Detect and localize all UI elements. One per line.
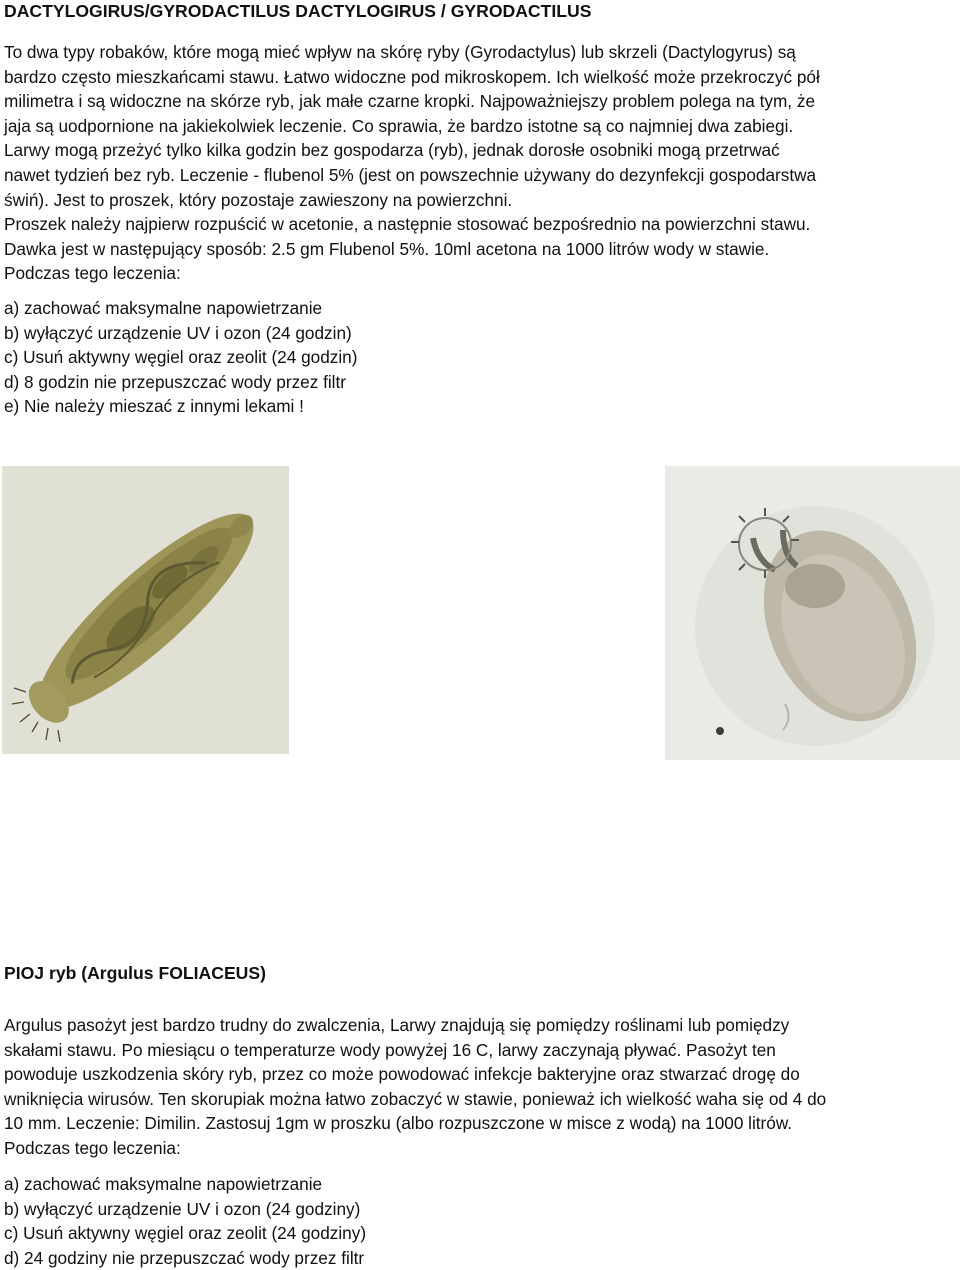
gyrodactylus-image [665,466,960,760]
paragraph-line: nawet tydzień bez ryb. Leczenie - flubenol 5% (jest on powszechnie używany do dezynfekcji gospodarstwa [4,163,958,188]
section1-title: DACTYLOGIRUS/GYRODACTILUS DACTYLOGIRUS / GYRODACTILUS [4,0,591,22]
section2-paragraph [4,1013,958,1161]
paragraph-line: wniknięcia wirusów. Ten skorupiak można łatwo zobaczyć w stawie, ponieważ ich wielkość waha się od 4 do [4,1087,958,1112]
worm-illustration [2,466,289,754]
section2-treatment-list [4,1172,958,1270]
paragraph-line: Podczas tego leczenia: [4,1136,958,1161]
paragraph-line: 10 mm. Leczenie: Dimilin. Zastosuj 1gm w proszku (albo rozpuszczone w misce z wodą) na 1000 litrów. [4,1111,958,1136]
paragraph-line: skałami stawu. Po miesiącu o temperaturze wody powyżej 16 C, larwy zaczynają pływać. Pasożyt ten [4,1038,958,1063]
gyrodactylus-illustration [665,466,960,760]
paragraph-line: bardzo często mieszkańcami stawu. Łatwo widoczne pod mikroskopem. Ich wielkość może przekroczyć pół [4,65,958,90]
paragraph-line: świń). Jest to proszek, który pozostaje zawieszony na powierzchni. [4,188,958,213]
section1-paragraph [4,40,958,286]
paragraph-line: powoduje uszkodzenia skóry ryb, przez co może powodować infekcje bakteryjne oraz stwarzać drogę do [4,1062,958,1087]
list-item: c) Usuń aktywny węgiel oraz zeolit (24 godzin) [4,345,958,370]
paragraph-line: Larwy mogą przeżyć tylko kilka godzin bez gospodarza (ryb), jednak dorosłe osobniki mogą przetrwać [4,138,958,163]
paragraph-line: Argulus pasożyt jest bardzo trudny do zwalczenia, Larwy znajdują się pomiędzy roślinami lub pomiędzy [4,1013,958,1038]
paragraph-line: To dwa typy robaków, które mogą mieć wpływ na skórę ryby (Gyrodactylus) lub skrzeli (Dactylogyrus) są [4,40,958,65]
list-item: e) Nie należy mieszać z innymi lekami ! [4,394,958,419]
paragraph-line: milimetra i są widoczne na skórze ryb, jak małe czarne kropki. Najpoważniejszy problem polega na tym, że [4,89,958,114]
dactylogyrus-image [2,466,289,754]
list-item: d) 8 godzin nie przepuszczać wody przez filtr [4,370,958,395]
section1-treatment-list [4,296,958,419]
list-item: d) 24 godziny nie przepuszczać wody przez filtr [4,1246,958,1270]
section2-title: PIOJ ryb (Argulus FOLIACEUS) [4,962,266,984]
list-item: a) zachować maksymalne napowietrzanie [4,1172,958,1197]
paragraph-line: jaja są uodpornione na jakiekolwiek leczenie. Co sprawia, że bardzo istotne są co najmniej dwa zabiegi. [4,114,958,139]
paragraph-line: Podczas tego leczenia: [4,261,958,286]
list-item: b) wyłączyć urządzenie UV i ozon (24 godzin) [4,321,958,346]
list-item: b) wyłączyć urządzenie UV i ozon (24 godziny) [4,1197,958,1222]
list-item: c) Usuń aktywny węgiel oraz zeolit (24 godziny) [4,1221,958,1246]
paragraph-line: Proszek należy najpierw rozpuścić w acetonie, a następnie stosować bezpośrednio na powierzchni stawu. [4,212,958,237]
list-item: a) zachować maksymalne napowietrzanie [4,296,958,321]
paragraph-line: Dawka jest w następujący sposób: 2.5 gm Flubenol 5%. 10ml acetona na 1000 litrów wody w stawie. [4,237,958,262]
